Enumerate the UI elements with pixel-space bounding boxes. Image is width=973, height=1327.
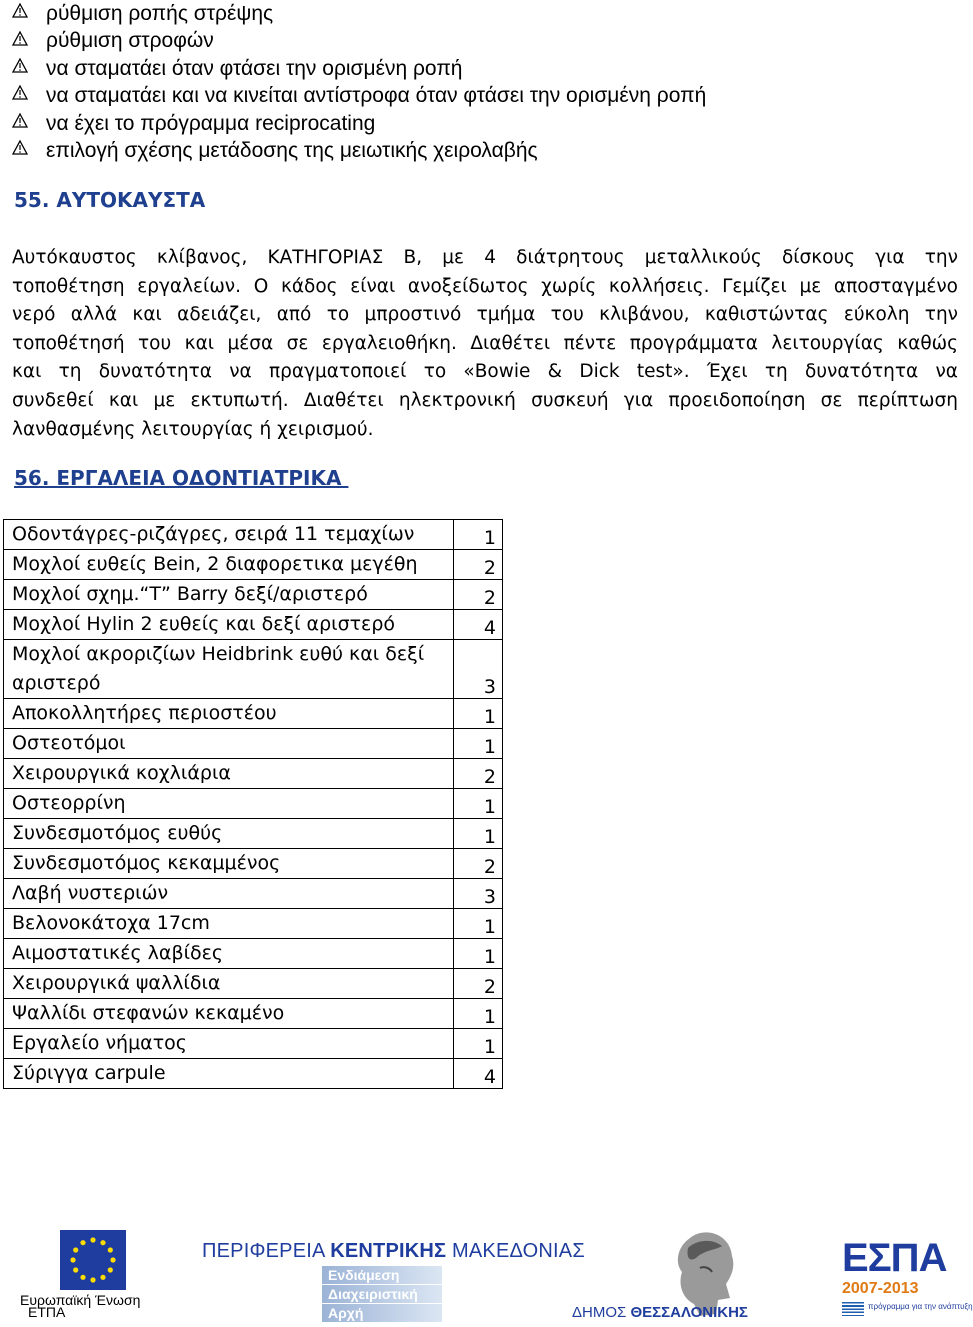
feature-bullet-list <box>12 0 706 164</box>
table-row <box>4 999 503 1029</box>
table-row <box>4 969 503 999</box>
bullet-text: να σταματάει όταν φτάσει την ορισμένη ροπή <box>46 56 463 80</box>
tool-quantity: 4 <box>454 1059 503 1089</box>
tool-quantity: 1 <box>454 939 503 969</box>
table-row <box>4 939 503 969</box>
tool-name: Συνδεσμοτόμος κεκαμμένος <box>4 849 454 879</box>
bullet-item <box>12 55 706 82</box>
tool-name: Βελονοκάτοχα 17cm <box>4 909 454 939</box>
tool-quantity: 1 <box>454 909 503 939</box>
tool-quantity: 1 <box>454 729 503 759</box>
managing-authority-logo <box>322 1266 448 1320</box>
tool-quantity: 1 <box>454 1029 503 1059</box>
bullet-text: να έχει το πρόγραμμα reciprocating <box>46 111 376 135</box>
table-row <box>4 640 503 699</box>
eu-star <box>108 1267 113 1272</box>
dimos-bold: ΘΕΣΣΑΛΟΝΙΚΗΣ <box>630 1304 748 1321</box>
footer-logos <box>0 1220 973 1323</box>
tool-quantity: 1 <box>454 699 503 729</box>
tool-name: Οστεορρίνη <box>4 789 454 819</box>
tool-name: Λαβή νυστεριών <box>4 879 454 909</box>
bullet-text: να σταματάει και να κινείται αντίστροφα όταν φτάσει την ορισμένη ροπή <box>46 84 707 108</box>
tool-name: Οδοντάγρες-ριζάγρες, σειρά 11 τεμαχίων <box>4 520 454 550</box>
espa-tagline: πρόγραμμα για την ανάπτυξη <box>868 1302 973 1311</box>
section-55-heading: 55. ΑΥΤΟΚΑΥΣΤΑ <box>14 188 206 212</box>
tool-quantity: 2 <box>454 580 503 610</box>
table-row <box>4 879 503 909</box>
paragraph-line: συνδεθεί και με εκτυπωτή. Διαθέτει ηλεκτρονική συσκευή για προειδοποίηση σε περίπτωση <box>12 389 958 411</box>
tool-quantity: 2 <box>454 969 503 999</box>
tool-name: Μοχλοί ευθείς Bein, 2 διαφορετικα μεγέθη <box>4 550 454 580</box>
table-row <box>4 759 503 789</box>
table-row <box>4 909 503 939</box>
tool-quantity: 1 <box>454 819 503 849</box>
tool-name: Αιμοστατικές λαβίδες <box>4 939 454 969</box>
table-row <box>4 819 503 849</box>
bullet-item <box>12 82 706 109</box>
table-row <box>4 729 503 759</box>
bullet-item <box>12 110 706 137</box>
table-row <box>4 610 503 640</box>
tool-name: Μοχλοί σχημ.“Τ” Barry δεξί/αριστερό <box>4 580 454 610</box>
warning-triangle-icon <box>12 137 46 164</box>
eu-flag-icon <box>60 1230 126 1290</box>
section-55-paragraph <box>12 244 958 444</box>
table-row <box>4 1059 503 1089</box>
eu-star <box>90 1277 95 1282</box>
tool-name: Μοχλοί Hylin 2 ευθείς και δεξί αριστερό <box>4 610 454 640</box>
eu-star <box>70 1257 75 1262</box>
eu-star <box>100 1240 105 1245</box>
paragraph-line: τοποθέτησή του και μέσα σε εργαλειοθήκη. Διαθέτει πέντε προγράμματα λειτουργίας καθώς <box>12 332 958 354</box>
eu-star <box>100 1275 105 1280</box>
paragraph-line: Αυτόκαυστος κλίβανος, ΚΑΤΗΓΟΡΙΑΣ Β, με 4 διάτρητους μεταλλικούς δίσκους για την <box>12 247 958 268</box>
bullet-item <box>12 137 706 164</box>
tool-quantity: 1 <box>454 789 503 819</box>
tool-name: Συνδεσμοτόμος ευθύς <box>4 819 454 849</box>
warning-triangle-icon <box>12 110 46 137</box>
region-prefix: ΠΕΡΙΦΕΡΕΙΑ <box>202 1240 331 1262</box>
eu-star <box>80 1275 85 1280</box>
ena-line-3: Αρχή <box>322 1304 442 1322</box>
paragraph-line: και τη δυνατότητα να πραγματοποιεί το «Bowie & Dick test». Έχει τη δυνατότητα να <box>12 361 958 383</box>
dimos-prefix: ΔΗΜΟΣ <box>572 1304 631 1321</box>
tool-quantity: 3 <box>454 879 503 909</box>
tool-name: Ψαλλίδι στεφανών κεκαμένο <box>4 999 454 1029</box>
paragraph-line: λανθασμένης λειτουργίας ή χειρισμού. <box>12 418 374 440</box>
eu-star <box>80 1240 85 1245</box>
tool-name: Αποκολλητήρες περιοστέου <box>4 699 454 729</box>
paragraph-line: νερό αλλά και αδειάζει, από το μπροστινό τμήμα του κλιβάνου, καθιστώντας εύκολη την <box>12 304 958 326</box>
warning-triangle-icon <box>12 0 46 27</box>
bullet-text: επιλογή σχέσης μετάδοσης της μειωτικής χειρολαβής <box>46 138 538 162</box>
bullet-item <box>12 27 706 54</box>
ena-line-1: Ενδιάμεση <box>322 1266 442 1284</box>
etpa-label: ΕΤΠΑ <box>28 1304 66 1320</box>
tool-quantity: 2 <box>454 550 503 580</box>
eu-star <box>73 1247 78 1252</box>
tool-name: Εργαλείο νήματος <box>4 1029 454 1059</box>
paragraph-line: τοποθέτηση εργαλείων. Ο κάδος είναι ανοξείδωτος χωρίς κολλήσεις. Γεμίζει με αποσταγμένο <box>12 275 958 297</box>
bullet-text: ρύθμιση ροπής στρέψης <box>46 2 274 25</box>
tool-quantity: 3 <box>454 640 503 699</box>
warning-triangle-icon <box>12 28 46 55</box>
tool-quantity: 4 <box>454 610 503 640</box>
tool-name: Οστεοτόμοι <box>4 729 454 759</box>
tool-quantity: 2 <box>454 759 503 789</box>
eu-star <box>90 1237 95 1242</box>
espa-word: ΕΣΠΑ <box>842 1236 947 1280</box>
region-bold: ΚΕΝΤΡΙΚΗΣ <box>330 1240 447 1262</box>
region-title <box>202 1240 585 1263</box>
espa-years: 2007-2013 <box>842 1280 919 1297</box>
warning-triangle-icon <box>12 55 46 82</box>
dental-tools-table <box>3 519 503 1089</box>
eu-star <box>110 1257 115 1262</box>
warning-triangle-icon <box>12 82 46 109</box>
table-row <box>4 789 503 819</box>
tool-quantity: 1 <box>454 520 503 550</box>
bullet-item <box>12 0 706 27</box>
eu-label: Ευρωπαϊκή Ένωση <box>20 1292 141 1308</box>
tool-quantity: 1 <box>454 999 503 1029</box>
table-row <box>4 699 503 729</box>
tool-name: Χειρουργικά κοχλιάρια <box>4 759 454 789</box>
municipality-label <box>572 1304 748 1321</box>
table-row <box>4 1029 503 1059</box>
eu-star <box>73 1267 78 1272</box>
table-row <box>4 580 503 610</box>
table-row <box>4 550 503 580</box>
bullet-text: ρύθμιση στροφών <box>46 29 214 53</box>
tool-name: Χειρουργικά ψαλλίδια <box>4 969 454 999</box>
region-suffix: ΜΑΚΕΔΟΝΙΑΣ <box>446 1240 585 1262</box>
table-row <box>4 520 503 550</box>
section-56-heading: 56. ΕΡΓΑΛΕΙΑ ΟΔΟΝΤΙΑΤΡΙΚΑ <box>14 466 349 490</box>
ena-line-2: Διαχειριστική <box>322 1285 442 1303</box>
tool-quantity: 2 <box>454 849 503 879</box>
table-row <box>4 849 503 879</box>
tool-name: Μοχλοί ακρoριζίων Heidbrink ευθύ και δεξί αριστερό <box>4 640 454 699</box>
espa-logo <box>842 1236 973 1326</box>
greek-flag-icon <box>842 1302 864 1316</box>
tool-name: Σύριγγα carpule <box>4 1059 454 1089</box>
eu-star <box>108 1247 113 1252</box>
